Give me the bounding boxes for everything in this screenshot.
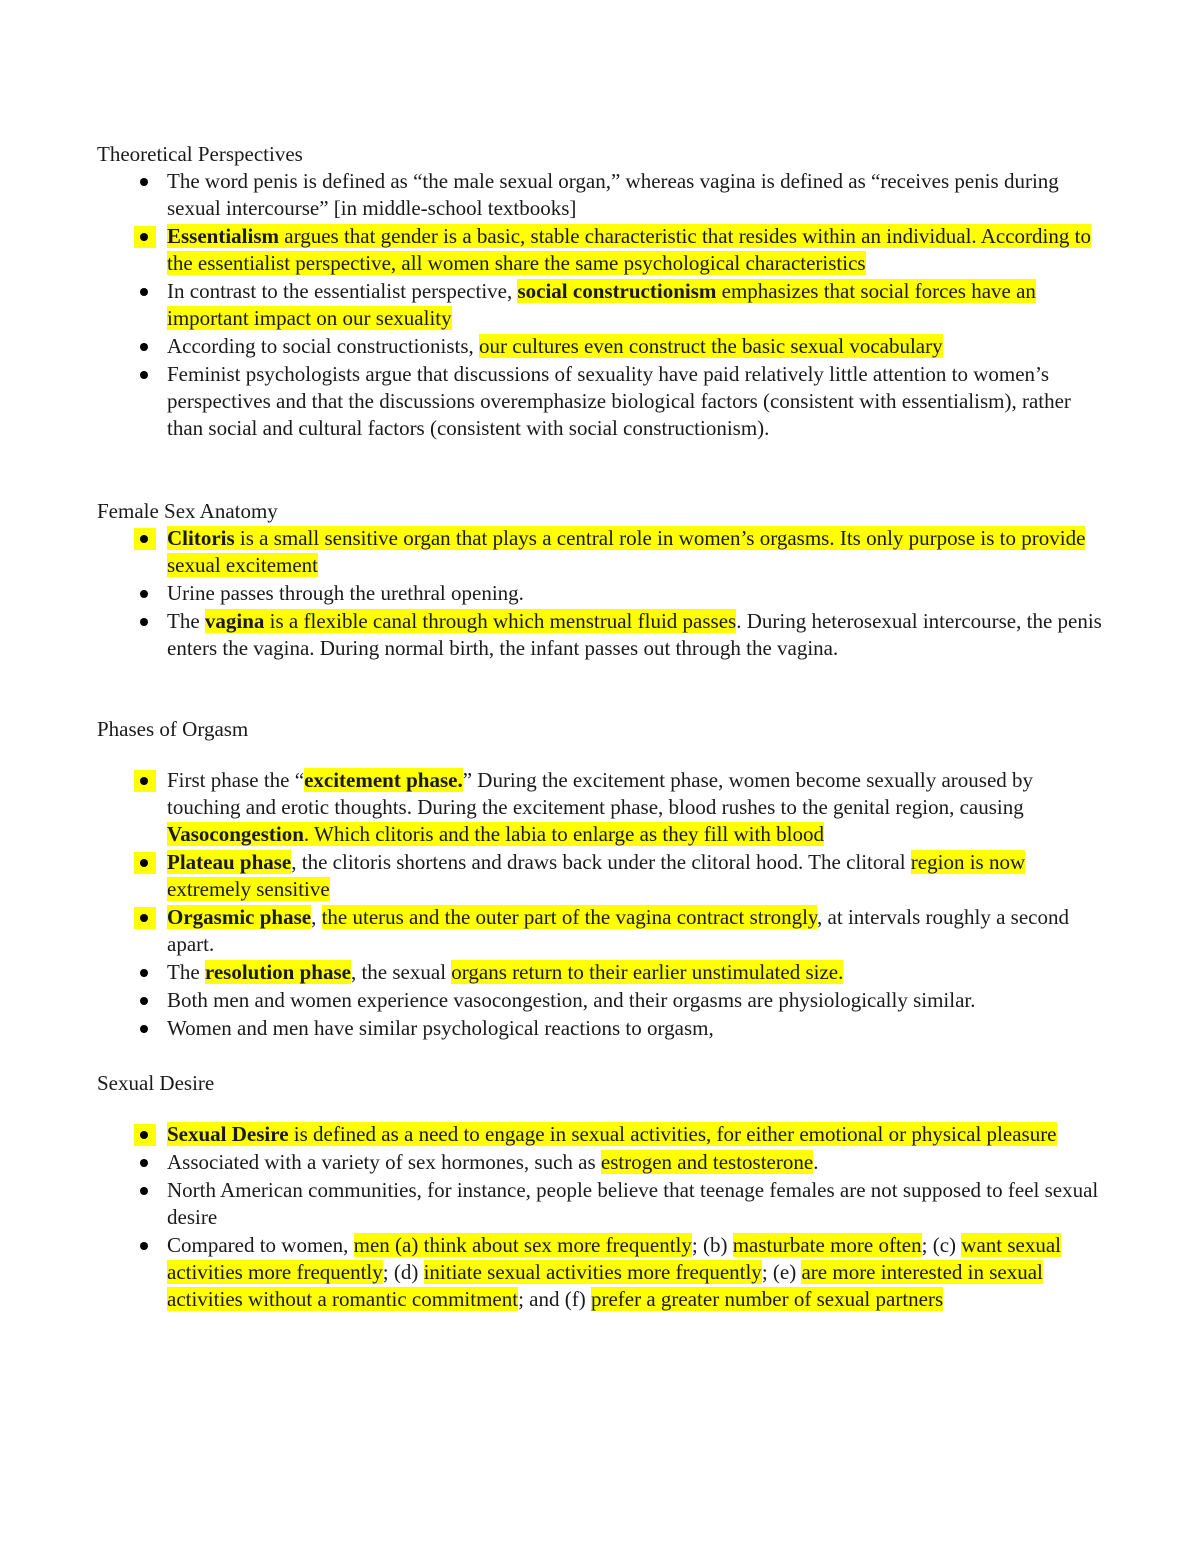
key-term: resolution phase xyxy=(204,960,351,984)
highlighted-text: organs return to their earlier unstimulated size. xyxy=(451,960,844,984)
highlighted-text: masturbate more often xyxy=(732,1233,922,1257)
highlighted-text: estrogen and testosterone xyxy=(600,1150,814,1174)
key-term: vagina xyxy=(204,609,265,633)
highlighted-text: are more interested in sexual activities without a romantic commitment xyxy=(167,1260,1043,1311)
bullet-icon xyxy=(134,1124,156,1146)
list-item xyxy=(97,1121,1107,1148)
bullet-icon xyxy=(134,171,156,193)
section-sexual-desire xyxy=(97,1070,1107,1314)
highlighted-text: want sexual activities more frequently xyxy=(167,1233,1062,1284)
key-term: social constructionism xyxy=(517,279,717,303)
bullet-icon xyxy=(134,770,156,792)
bullet-list xyxy=(97,525,1107,662)
bullet-icon xyxy=(134,611,156,633)
text-run: . During heterosexual intercourse, the penis enters the vagina. During normal birth, the infant passes out through the vagina. xyxy=(167,609,1102,660)
text-run: , the sexual xyxy=(350,960,452,984)
highlighted-text: initiate sexual activities more frequently xyxy=(423,1260,762,1284)
list-item xyxy=(97,1177,1107,1231)
list-item xyxy=(97,904,1107,958)
bullet-icon xyxy=(134,852,156,874)
bullet-icon xyxy=(134,990,156,1012)
bullet-icon xyxy=(134,583,156,605)
text-run: ; (c) xyxy=(921,1233,962,1257)
section-heading: Sexual Desire xyxy=(97,1071,215,1095)
list-item xyxy=(97,168,1107,222)
highlighted-text: emphasizes that social forces have an important impact on our sexuality xyxy=(167,279,1036,330)
list-item xyxy=(97,849,1107,903)
text-run: In contrast to the essentialist perspective, xyxy=(167,279,518,303)
highlighted-text: the uterus and the outer part of the vagina contract strongly xyxy=(321,905,818,929)
bullet-icon xyxy=(134,907,156,929)
list-item xyxy=(97,278,1107,332)
bullet-icon xyxy=(134,1018,156,1040)
section-theoretical-perspectives xyxy=(97,141,1107,443)
text-run: According to social constructionists, xyxy=(167,334,480,358)
key-term: Sexual Desire xyxy=(167,1122,289,1146)
text-run: The xyxy=(167,609,205,633)
section-heading: Phases of Orgasm xyxy=(97,717,249,741)
bullet-list xyxy=(97,168,1107,442)
highlighted-text: is defined as a need to engage in sexual activities, for either emotional or physical pleasure xyxy=(288,1122,1057,1146)
bullet-icon xyxy=(134,1180,156,1202)
list-item xyxy=(97,608,1107,662)
list-item xyxy=(97,1015,1107,1042)
list-item xyxy=(97,223,1107,277)
bullet-icon xyxy=(134,1152,156,1174)
text-run: North American communities, for instance, people believe that teenage females are not supposed to feel sexual desire xyxy=(167,1178,1099,1229)
bullet-icon xyxy=(134,962,156,984)
highlighted-text: is a flexible canal through which menstrual fluid passes xyxy=(264,609,737,633)
list-item xyxy=(97,959,1107,986)
text-run: The xyxy=(167,960,205,984)
list-item xyxy=(97,767,1107,848)
text-run: ; and (f) xyxy=(518,1287,591,1311)
list-item xyxy=(97,1232,1107,1313)
bullet-list xyxy=(97,1121,1107,1313)
highlighted-text: prefer a greater number of sexual partners xyxy=(590,1287,944,1311)
section-phases-of-orgasm xyxy=(97,716,1107,1043)
bullet-icon xyxy=(134,364,156,386)
list-item xyxy=(97,1149,1107,1176)
highlighted-text: is a small sensitive organ that plays a central role in women’s orgasms. Its only purpose is to provide sexual excitement xyxy=(167,526,1086,577)
highlighted-text: . Which clitoris and the labia to enlarge as they fill with blood xyxy=(303,822,824,846)
section-heading: Female Sex Anatomy xyxy=(97,499,278,523)
highlighted-text: our cultures even construct the basic sexual vocabulary xyxy=(479,334,943,358)
text-run: Urine passes through the urethral opening. xyxy=(167,581,524,605)
text-run: ; (b) xyxy=(691,1233,733,1257)
highlighted-text: men (a) think about sex more frequently xyxy=(353,1233,692,1257)
bullet-icon xyxy=(134,1235,156,1257)
highlighted-text: argues that gender is a basic, stable characteristic that resides within an individual. According to the essentialist perspective, all women share the same psychological characteristics xyxy=(167,224,1091,275)
text-run: The word penis is defined as “the male sexual organ,” whereas vagina is defined as “receives penis during sexual intercourse” [in middle-school textbooks] xyxy=(167,169,1059,220)
bullet-icon xyxy=(134,528,156,550)
text-run: ; (e) xyxy=(761,1260,802,1284)
bullet-icon xyxy=(134,226,156,248)
bullet-icon xyxy=(134,336,156,358)
text-run: First phase the “ xyxy=(167,768,305,792)
text-run: Feminist psychologists argue that discussions of sexuality have paid relatively little attention to women’s perspectives and that the discussions overemphasize biological factors (consistent with essentialism), rather than social and cultural factors (consistent with social constructionism). xyxy=(167,362,1071,440)
list-item xyxy=(97,580,1107,607)
list-item xyxy=(97,525,1107,579)
text-run: ; (d) xyxy=(382,1260,424,1284)
key-term: Orgasmic phase xyxy=(167,905,312,929)
key-term: Vasocongestion xyxy=(167,822,304,846)
section-heading: Theoretical Perspectives xyxy=(97,142,303,166)
text-run: Women and men have similar psychological reactions to orgasm, xyxy=(167,1016,714,1040)
key-term: Essentialism xyxy=(167,224,280,248)
text-run: Both men and women experience vasocongestion, and their orgasms are physiologically similar. xyxy=(167,988,976,1012)
text-run: . xyxy=(813,1150,819,1174)
list-item xyxy=(97,333,1107,360)
text-run: Associated with a variety of sex hormones, such as xyxy=(167,1150,601,1174)
list-item xyxy=(97,987,1107,1014)
text-run: ” During the excitement phase, women become sexually aroused by touching and erotic thoughts. During the excitement phase, blood rushes to the genital region, causing xyxy=(167,768,1034,819)
text-run: Compared to women, xyxy=(167,1233,354,1257)
bullet-icon xyxy=(134,281,156,303)
highlighted-text: region is now extremely sensitive xyxy=(167,850,1026,901)
bullet-list xyxy=(97,767,1107,1042)
key-term: Clitoris xyxy=(167,526,235,550)
key-term: Plateau phase xyxy=(167,850,292,874)
text-run: , the clitoris shortens and draws back under the clitoral hood. The clitoral xyxy=(291,850,911,874)
text-run: , xyxy=(311,905,322,929)
list-item xyxy=(97,361,1107,442)
key-term: excitement phase. xyxy=(304,768,463,792)
text-run: , at intervals roughly a second apart. xyxy=(167,905,1069,956)
section-female-sex-anatomy xyxy=(97,498,1107,663)
